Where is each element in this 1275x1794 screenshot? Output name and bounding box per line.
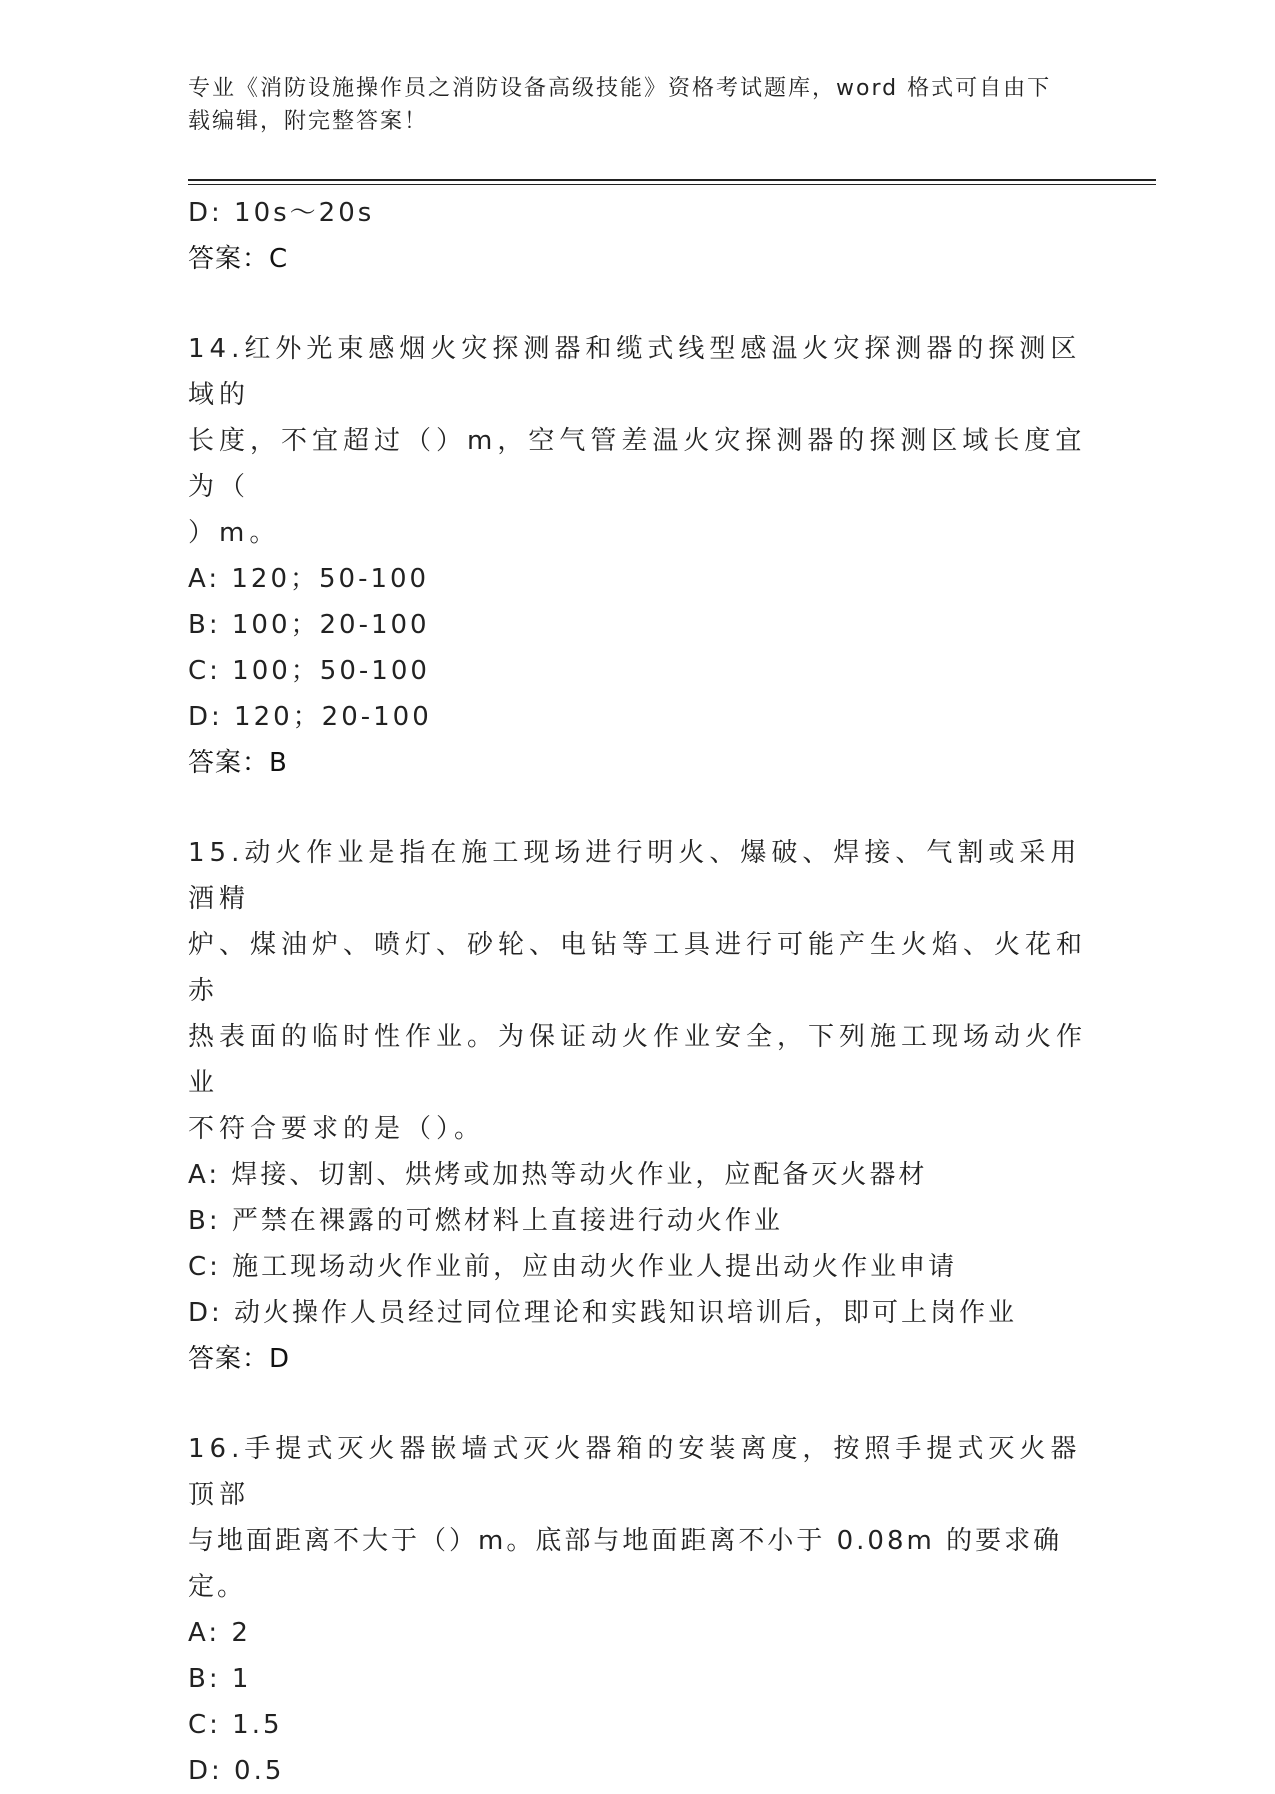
question-stem-line: 热表面的临时性作业。为保证动火作业安全，下列施工现场动火作业 bbox=[188, 1022, 1088, 1098]
option-a: A: 120；50-100 bbox=[188, 564, 430, 594]
option-d: D: 0.5 bbox=[188, 1756, 285, 1786]
document-header bbox=[188, 72, 1088, 138]
question-13-tail bbox=[188, 190, 1088, 282]
option-b: B: 严禁在裸露的可燃材料上直接进行动火作业 bbox=[188, 1206, 783, 1236]
question-stem-line: 与地面距离不大于（）m。底部与地面距离不小于 0.08m 的要求确定。 bbox=[188, 1526, 1063, 1602]
question-14 bbox=[188, 326, 1088, 786]
question-stem-line: 14.红外光束感烟火灾探测器和缆式线型感温火灾探测器的探测区域的 bbox=[188, 334, 1082, 410]
answer: 答案：C bbox=[188, 244, 289, 274]
question-stem-line: 长度，不宜超过（）m，空气管差温火灾探测器的探测区域长度宜为（ bbox=[188, 426, 1087, 502]
header-divider-thin bbox=[188, 184, 1156, 185]
question-stem-line: 不符合要求的是（）。 bbox=[188, 1114, 486, 1144]
question-stem-line: 15.动火作业是指在施工现场进行明火、爆破、焊接、气割或采用酒精 bbox=[188, 838, 1082, 914]
question-stem-line: 炉、煤油炉、喷灯、砂轮、电钻等工具进行可能产生火焰、火花和赤 bbox=[188, 930, 1088, 1006]
option-c: C: 100；50-100 bbox=[188, 656, 430, 686]
option-b: B: 100；20-100 bbox=[188, 610, 430, 640]
header-line-2: 载编辑，附完整答案！ bbox=[188, 109, 429, 134]
question-15 bbox=[188, 830, 1088, 1382]
option-d: D: 动火操作人员经过同位理论和实践知识培训后，即可上岗作业 bbox=[188, 1298, 1018, 1328]
question-list bbox=[188, 190, 1088, 1794]
question-16 bbox=[188, 1426, 1088, 1794]
header-line-1: 专业《消防设施操作员之消防设备高级技能》资格考试题库，word 格式可自由下 bbox=[188, 76, 1052, 101]
option-a: A: 焊接、切割、烘烤或加热等动火作业，应配备灭火器材 bbox=[188, 1160, 928, 1190]
answer: 答案：B bbox=[188, 748, 288, 778]
question-stem-line: 16.手提式灭火器嵌墙式灭火器箱的安装离度，按照手提式灭火器顶部 bbox=[188, 1434, 1082, 1510]
option-b: B: 1 bbox=[188, 1664, 252, 1694]
option-c: C: 1.5 bbox=[188, 1710, 283, 1740]
option-d: D: 120；20-100 bbox=[188, 702, 432, 732]
option-c: C: 施工现场动火作业前，应由动火作业人提出动火作业申请 bbox=[188, 1252, 958, 1282]
answer: 答案：D bbox=[188, 1344, 291, 1374]
option-d: D: 10s～20s bbox=[188, 198, 375, 228]
question-stem-line: ）m。 bbox=[188, 518, 281, 548]
header-divider bbox=[188, 179, 1156, 181]
option-a: A: 2 bbox=[188, 1618, 251, 1648]
